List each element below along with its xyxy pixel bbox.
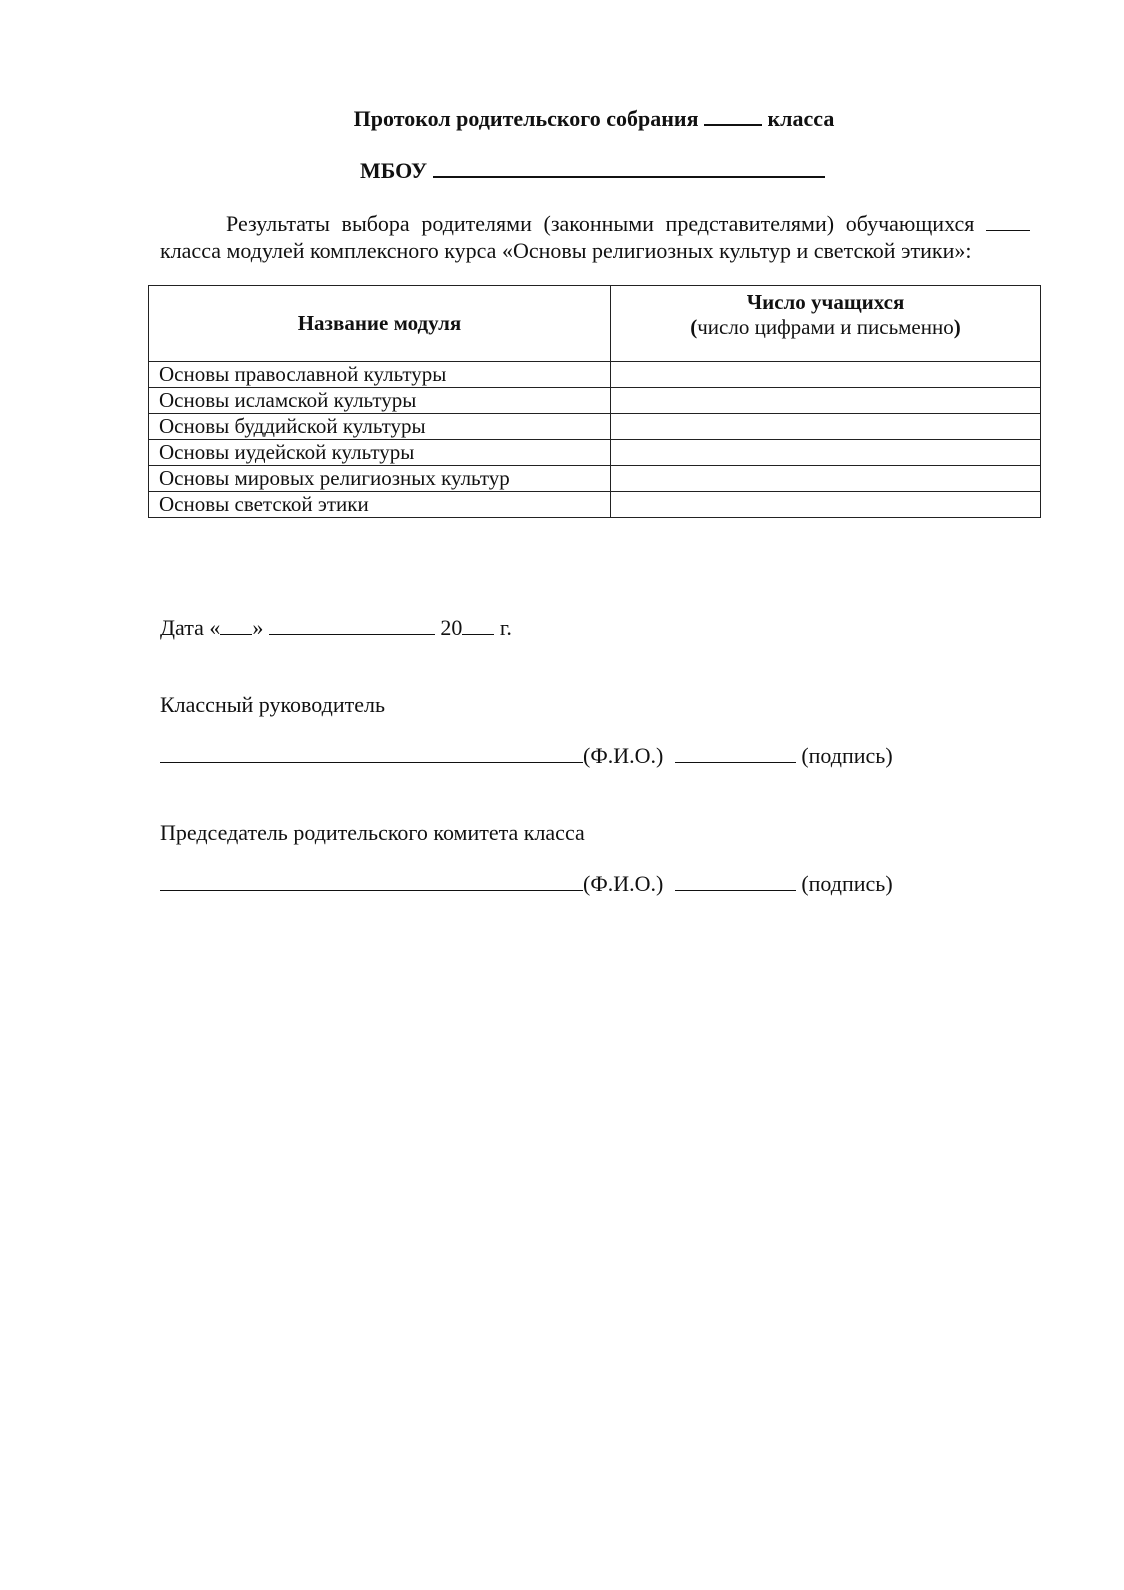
teacher-label: Классный руководитель — [160, 692, 386, 717]
subheader-open-paren: ( — [690, 314, 698, 339]
student-count-subheader — [621, 315, 1030, 340]
class-number-field[interactable] — [704, 123, 762, 126]
module-name-cell: Основы светской этики — [149, 492, 611, 518]
document-title — [0, 106, 1124, 132]
module-name-cell: Основы исламской культуры — [149, 388, 611, 414]
modules-table — [148, 285, 1041, 518]
teacher-fio-field[interactable] — [160, 761, 583, 763]
student-count-cell[interactable] — [611, 362, 1041, 388]
intro-line1: Результаты выбора родителями (законными представителями) обучающихся — [226, 211, 975, 236]
school-name-field[interactable] — [433, 175, 825, 178]
table-row — [149, 414, 1041, 440]
date-label: Дата « — [160, 615, 221, 640]
module-name-cell: Основы буддийской культуры — [149, 414, 611, 440]
intro-line2: класса модулей комплексного курса «Основы религиозных культур и светской этики»: — [160, 238, 972, 263]
table-row — [149, 388, 1041, 414]
student-count-cell[interactable] — [611, 492, 1041, 518]
table-row — [149, 466, 1041, 492]
chair-fio-field[interactable] — [160, 889, 583, 891]
student-count-header — [611, 286, 1041, 362]
student-count-cell[interactable] — [611, 466, 1041, 492]
year-prefix: 20 — [440, 615, 463, 640]
chair-signature-label: (подпись) — [801, 871, 893, 896]
module-name-cell: Основы православной культуры — [149, 362, 611, 388]
chair-signature-field[interactable] — [675, 889, 796, 891]
day-field[interactable] — [220, 633, 252, 635]
student-count-cell[interactable] — [611, 414, 1041, 440]
school-line — [360, 158, 825, 184]
table-row — [149, 492, 1041, 518]
teacher-signature-line — [160, 743, 893, 769]
module-name-cell: Основы мировых религиозных культур — [149, 466, 611, 492]
year-suffix: г. — [499, 615, 512, 640]
school-label: МБОУ — [360, 158, 428, 183]
title-text: Протокол родительского собрания — [353, 106, 699, 131]
title-suffix: класса — [767, 106, 835, 131]
module-name-header-text: Название модуля — [297, 311, 462, 335]
table-row — [149, 440, 1041, 466]
student-count-header-text: Число учащихся — [746, 289, 905, 314]
date-close-quote: » — [252, 615, 264, 640]
student-count-cell[interactable] — [611, 388, 1041, 414]
intro-paragraph — [160, 210, 1030, 264]
teacher-signature-label: (подпись) — [801, 743, 893, 768]
month-field[interactable] — [269, 633, 435, 635]
subheader-close-paren: ) — [953, 314, 961, 339]
module-name-cell: Основы иудейской культуры — [149, 440, 611, 466]
module-name-header — [149, 286, 611, 362]
chair-label: Председатель родительского комитета класса — [160, 820, 585, 845]
chair-signature-line — [160, 871, 893, 897]
date-line — [160, 615, 512, 641]
teacher-fio-label: (Ф.И.О.) — [583, 743, 664, 768]
chair-fio-label: (Ф.И.О.) — [583, 871, 664, 896]
teacher-signature-field[interactable] — [675, 761, 796, 763]
intro-class-field[interactable] — [986, 229, 1030, 231]
table-header-row — [149, 286, 1041, 362]
year-field[interactable] — [462, 633, 494, 635]
subheader-text: число цифрами и письменно — [697, 314, 954, 339]
student-count-cell[interactable] — [611, 440, 1041, 466]
table-row — [149, 362, 1041, 388]
